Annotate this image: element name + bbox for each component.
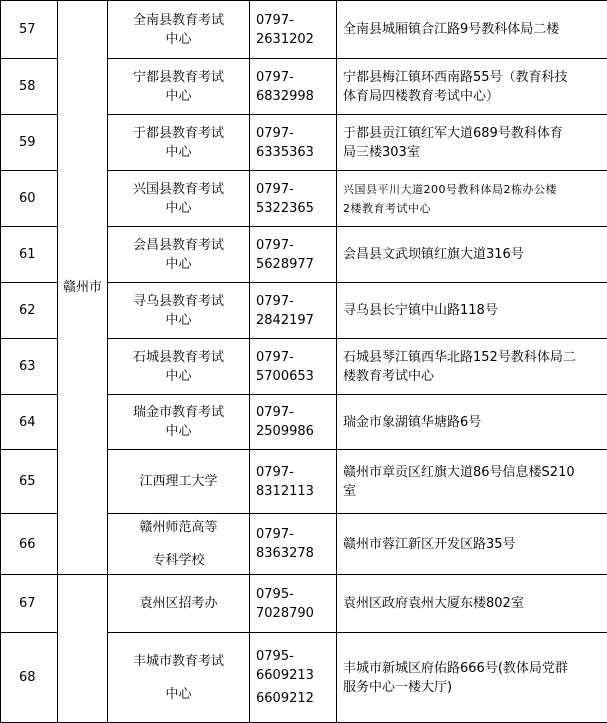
institution-name: 石城县教育考试 中心 (108, 339, 250, 395)
address: 会昌县文武坝镇红旗大道316号 (337, 227, 607, 283)
institution-name: 兴国县教育考试 中心 (108, 171, 250, 227)
row-number: 68 (1, 633, 58, 723)
row-number: 66 (1, 514, 58, 575)
address: 石城县琴江镇西华北路152号教科体局二 楼教育考试中心 (337, 339, 607, 395)
phone-number: 0795- 7028790 (250, 575, 337, 633)
row-number: 60 (1, 171, 58, 227)
phone-number: 0797- 5322365 (250, 171, 337, 227)
row-number: 64 (1, 395, 58, 450)
row-number: 57 (1, 1, 58, 59)
institution-name: 丰城市教育考试 中心 (108, 633, 250, 723)
phone-number: 0795- 6609213 6609212 (250, 633, 337, 723)
address: 瑞金市象湖镇华塘路6号 (337, 395, 607, 450)
phone-number: 0797- 2509986 (250, 395, 337, 450)
phone-number: 0797- 8363278 (250, 514, 337, 575)
phone-number: 0797- 2631202 (250, 1, 337, 59)
address: 全南县城厢镇合江路9号教科体局二楼 (337, 1, 607, 59)
institution-name: 于都县教育考试 中心 (108, 115, 250, 171)
institution-name: 宁都县教育考试 中心 (108, 59, 250, 115)
address: 于都县贡江镇红军大道689号教科体育 局三楼303室 (337, 115, 607, 171)
row-number: 67 (1, 575, 58, 633)
phone-number: 0797- 5700653 (250, 339, 337, 395)
address: 兴国县平川大道200号教科体局2栋办公楼 2楼教育考试中心 (337, 171, 607, 227)
address: 寻乌县长宁镇中山路118号 (337, 283, 607, 339)
row-number: 65 (1, 450, 58, 514)
row-number: 63 (1, 339, 58, 395)
address: 宁都县梅江镇环西南路55号（教育科技 体育局四楼教育考试中心） (337, 59, 607, 115)
institution-name: 瑞金市教育考试 中心 (108, 395, 250, 450)
address: 赣州市章贡区红旗大道86号信息楼S210 室 (337, 450, 607, 514)
row-number: 58 (1, 59, 58, 115)
institution-name: 江西理工大学 (108, 450, 250, 514)
institution-name: 赣州师范高等 专科学校 (108, 514, 250, 575)
institution-name: 全南县教育考试 中心 (108, 1, 250, 59)
address: 赣州市蓉江新区开发区路35号 (337, 514, 607, 575)
phone-number: 0797- 8312113 (250, 450, 337, 514)
address: 丰城市新城区府佑路666号(教体局党群 服务中心一楼大厅) (337, 633, 607, 723)
phone-number: 0797- 6335363 (250, 115, 337, 171)
address: 袁州区政府袁州大厦东楼802室 (337, 575, 607, 633)
city-cell-empty (58, 575, 108, 723)
phone-number: 0797- 6832998 (250, 59, 337, 115)
institution-name: 会昌县教育考试 中心 (108, 227, 250, 283)
row-number: 61 (1, 227, 58, 283)
phone-number: 0797- 2842197 (250, 283, 337, 339)
institution-name: 袁州区招考办 (108, 575, 250, 633)
row-number: 59 (1, 115, 58, 171)
table-row (1, 1, 607, 59)
institution-name: 寻乌县教育考试 中心 (108, 283, 250, 339)
table-row (1, 575, 607, 633)
phone-number: 0797- 5628977 (250, 227, 337, 283)
row-number: 62 (1, 283, 58, 339)
city-cell: 赣州市 (58, 1, 108, 575)
